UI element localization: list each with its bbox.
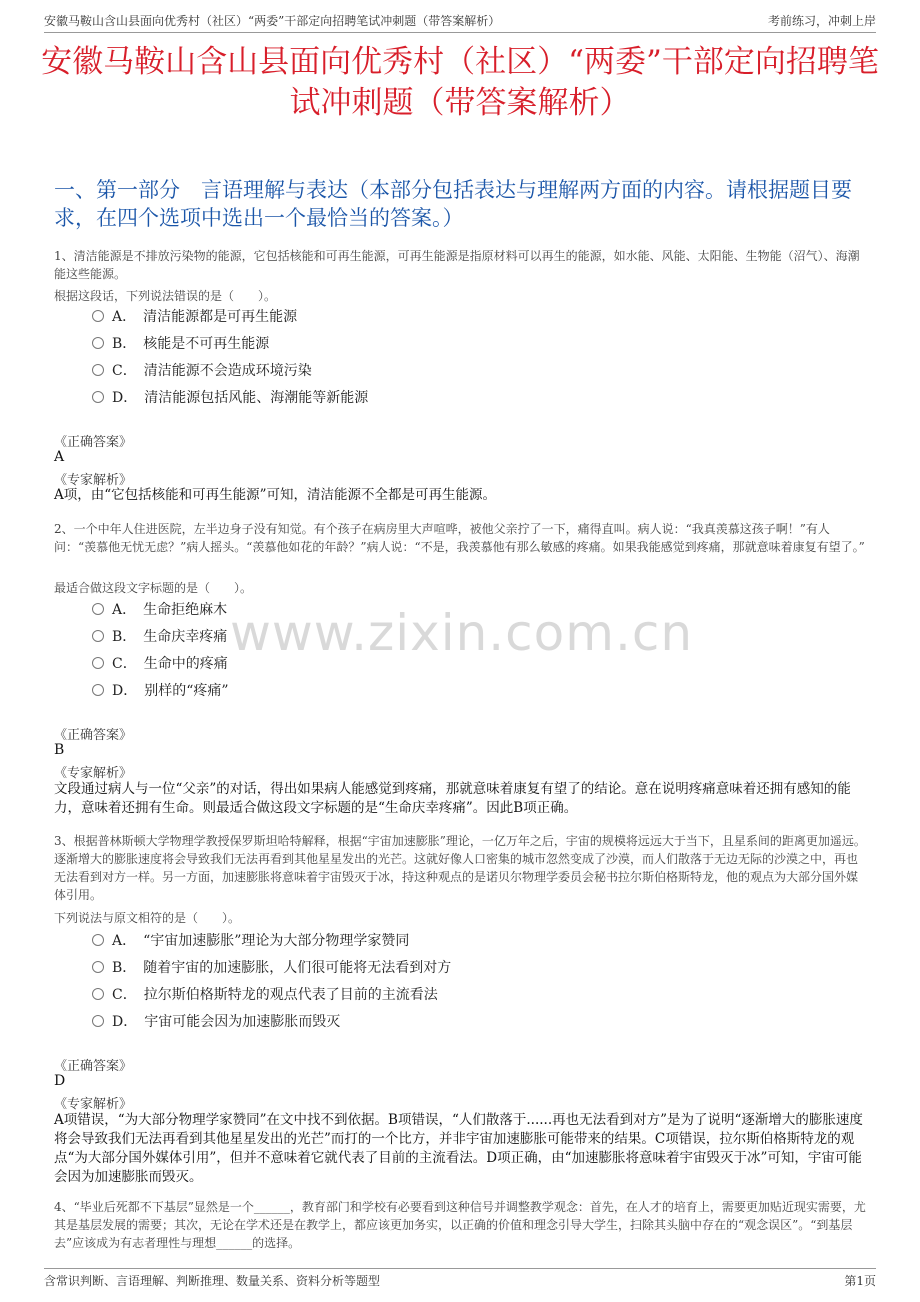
- watermark: www.zixin.com.cn: [230, 604, 694, 662]
- answer-label: 《正确答案》: [54, 1059, 133, 1074]
- question-1-prompt: 根据这段话，下列说法错误的是（ ）。: [54, 289, 277, 303]
- question-2-answer: B: [54, 742, 65, 758]
- question-1-stem: 1、清洁能源是不排放污染物的能源，它包括核能和可再生能源，可再生能源是指原材料可以再生的能源，如水能、风能、太阳能、生物能（沼气）、海潮能这些能源。: [54, 249, 860, 281]
- page-header: [44, 12, 876, 33]
- radio-icon[interactable]: [92, 961, 104, 973]
- radio-icon[interactable]: [92, 630, 104, 642]
- question-2-analysis: 文段通过病人与一位“父亲”的对话，得出如果病人能感觉到疼痛，那就意味着康复有望了的结论。意在说明疼痛意味着还拥有感知的能力，意味着还拥有生命。则最适合做这段文字标题的是“生命庆幸疼痛”。因此B项正确。: [54, 781, 851, 816]
- analysis-label: 《专家解析》: [54, 1097, 133, 1112]
- section-heading: 一、第一部分 言语理解与表达（本部分包括表达与理解两方面的内容。请根据题目要求，在四个选项中选出一个最恰当的答案。）: [54, 178, 852, 230]
- question-3-option-a[interactable]: A． “宇宙加速膨胀”理论为大部分物理学家赞同: [92, 931, 409, 951]
- page-number: 第1页: [844, 1274, 876, 1288]
- question-3-analysis: A项错误，“为大部分物理学家赞同”在文中找不到依据。B项错误，“人们散落于......再也无法看到对方”是为了说明“逐渐增大的膨胀速度将会导致我们无法再看到其他星星发出的光芒”而打的一个比方，并非宇宙加速膨胀可能带来的结果。C项错误，拉尔斯伯格斯特龙的观点“为大部分国外媒体引用”，但并不意味着它就代表了目前的主流看法。D项正确，由“加速膨胀将意味着宇宙毁灭于冰”可知，宇宙可能会因为加速膨胀而毁灭。: [54, 1112, 863, 1185]
- question-1-option-a[interactable]: A． 清洁能源都是可再生能源: [92, 307, 297, 327]
- question-2-stem: 2、一个中年人住进医院，左半边身子没有知觉。有个孩子在病房里大声喧哗，被他父亲拧了一下，痛得直叫。病人说：“我真羡慕这孩子啊！”有人问：“羡慕他无忧无虑？”病人摇头。“羡慕他如花的年龄？”病人说：“不是，我羡慕他有那么敏感的疼痛。如果我能感觉到疼痛，那就意味着康复有望了。”: [54, 522, 865, 554]
- question-2-option-d[interactable]: D． 别样的“疼痛”: [92, 681, 229, 701]
- question-3-stem: 3、根据普林斯顿大学物理学教授保罗斯坦哈特解释，根据“宇宙加速膨胀”理论，一亿万年之后，宇宙的规模将远远大于当下，且星系间的距离更加遥远。逐渐增大的膨胀速度将会导致我们无法再看到其他星星发出的光芒。这就好像人口密集的城市忽然变成了沙漠，而人们散落于无边无际的沙漠之中，再也无法看到对方一样。另一方面，加速膨胀将意味着宇宙毁灭于冰，持这种观点的是诺贝尔物理学委员会秘书拉尔斯伯格斯特龙，他的观点为大部分国外媒体引用。: [54, 834, 866, 902]
- question-3-option-d[interactable]: D． 宇宙可能会因为加速膨胀而毁灭: [92, 1012, 340, 1032]
- radio-icon[interactable]: [92, 603, 104, 615]
- analysis-label: 《专家解析》: [54, 766, 133, 781]
- radio-icon[interactable]: [92, 310, 104, 322]
- page-footer: [44, 1268, 876, 1292]
- radio-icon[interactable]: [92, 988, 104, 1000]
- question-1-analysis: A项，由“它包括核能和可再生能源”可知，清洁能源不全都是可再生能源。: [54, 487, 497, 503]
- question-2-prompt: 最适合做这段文字标题的是（ ）。: [54, 581, 253, 595]
- question-3-option-b[interactable]: B． 随着宇宙的加速膨胀，人们很可能将无法看到对方: [92, 958, 451, 978]
- header-doc-title: 安徽马鞍山含山县面向优秀村（社区）“两委”干部定向招聘笔试冲刺题（带答案解析）: [44, 14, 501, 28]
- radio-icon[interactable]: [92, 337, 104, 349]
- radio-icon[interactable]: [92, 391, 104, 403]
- document-title: 安徽马鞍山含山县面向优秀村（社区）“两委”干部定向招聘笔试冲刺题（带答案解析）: [41, 44, 879, 121]
- radio-icon[interactable]: [92, 364, 104, 376]
- answer-label: 《正确答案》: [54, 435, 133, 450]
- question-1-option-c[interactable]: C． 清洁能源不会造成环境污染: [92, 361, 312, 381]
- question-3-prompt: 下列说法与原文相符的是（ ）。: [54, 911, 241, 925]
- question-4-stem: 4、“毕业后死都不下基层”显然是一个______，教育部门和学校有必要看到这种信号并调整教学观念：首先，在人才的培育上，需要更加贴近现实需要，尤其是基层发展的需要；其次，无论在学术还是在教学上，都应该更加务实，以正确的价值和理念引导大学生，扫除其头脑中存在的“观念误区”。“到基层去”应该成为有志者理性与理想______的选择。: [54, 1200, 866, 1250]
- header-slogan: 考前练习，冲刺上岸: [767, 14, 876, 28]
- question-2-option-c[interactable]: C． 生命中的疼痛: [92, 654, 228, 674]
- question-3-answer: D: [54, 1073, 66, 1089]
- radio-icon[interactable]: [92, 657, 104, 669]
- answer-label: 《正确答案》: [54, 728, 133, 743]
- analysis-label: 《专家解析》: [54, 473, 133, 488]
- question-1-option-b[interactable]: B． 核能是不可再生能源: [92, 334, 269, 354]
- radio-icon[interactable]: [92, 1015, 104, 1027]
- question-1-answer: A: [54, 449, 65, 465]
- question-2-option-b[interactable]: B． 生命庆幸疼痛: [92, 627, 227, 647]
- radio-icon[interactable]: [92, 684, 104, 696]
- question-2-option-a[interactable]: A． 生命拒绝麻木: [92, 600, 227, 620]
- radio-icon[interactable]: [92, 934, 104, 946]
- footer-note: 含常识判断、言语理解、判断推理、数量关系、资料分析等题型: [44, 1274, 381, 1288]
- question-3-option-c[interactable]: C． 拉尔斯伯格斯特龙的观点代表了目前的主流看法: [92, 985, 438, 1005]
- question-1-option-d[interactable]: D． 清洁能源包括风能、海潮能等新能源: [92, 388, 368, 408]
